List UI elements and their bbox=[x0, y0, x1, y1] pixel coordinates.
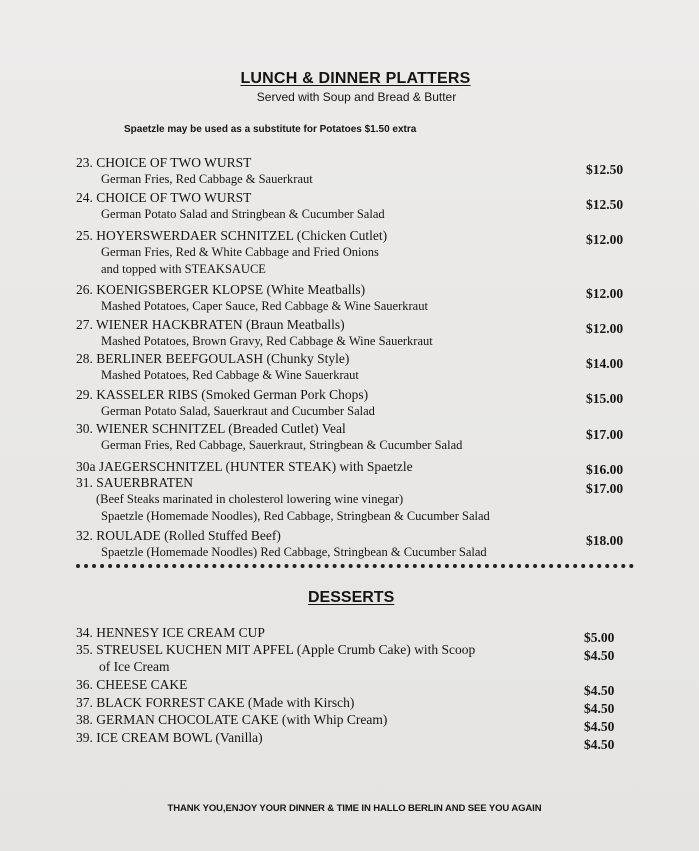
dessert-item: 34. HENNESY ICE CREAM CUP bbox=[76, 625, 265, 640]
item-description: German Fries, Red Cabbage, Sauerkraut, Stringbean & Cucumber Salad bbox=[101, 438, 463, 452]
item-description: Mashed Potatoes, Caper Sauce, Red Cabbage & Wine Sauerkraut bbox=[101, 299, 428, 313]
menu-item bbox=[76, 154, 636, 188]
item-name: 30. WIENER SCHNITZEL (Breaded Cutlet) Veal bbox=[76, 421, 346, 436]
dessert-price: $4.50 bbox=[584, 719, 615, 734]
item-price: $18.00 bbox=[586, 533, 624, 548]
item-name: 29. KASSELER RIBS (Smoked German Pork Chops) bbox=[76, 387, 369, 402]
dessert-price: $4.50 bbox=[584, 683, 615, 698]
menu-item bbox=[76, 350, 636, 384]
page-title: LUNCH & DINNER PLATTERS bbox=[240, 70, 471, 87]
item-price: $12.50 bbox=[586, 197, 624, 212]
menu-item bbox=[76, 281, 636, 315]
item-description: German Fries, Red & White Cabbage and Fried Onions bbox=[101, 245, 379, 259]
menu-header bbox=[0, 70, 699, 104]
item-name: 31. SAUERBRATEN bbox=[76, 475, 194, 490]
item-description: and topped with STEAKSAUCE bbox=[101, 262, 266, 276]
dessert-price: $5.00 bbox=[584, 630, 615, 645]
item-description: German Potato Salad, Sauerkraut and Cucumber Salad bbox=[101, 404, 375, 418]
menu-item bbox=[76, 227, 636, 278]
dessert-item: 38. GERMAN CHOCOLATE CAKE (with Whip Cream) bbox=[76, 712, 388, 727]
dessert-price: $4.50 bbox=[584, 737, 615, 752]
footer-message: THANK YOU,ENJOY YOUR DINNER & TIME IN HALLO BERLIN AND SEE YOU AGAIN bbox=[167, 803, 542, 814]
menu-item bbox=[76, 474, 636, 525]
item-price: $12.50 bbox=[586, 162, 624, 177]
dessert-price: $4.50 bbox=[584, 648, 615, 663]
item-price: $14.00 bbox=[586, 356, 624, 371]
dessert-item: 36. CHEESE CAKE bbox=[76, 677, 188, 692]
dessert-item: 35. STREUSEL KUCHEN MIT APFEL (Apple Crumb Cake) with Scoop bbox=[76, 642, 476, 657]
item-name: 23. CHOICE OF TWO WURST bbox=[76, 155, 252, 170]
item-name: 25. HOYERSWERDAER SCHNITZEL (Chicken Cutlet) bbox=[76, 228, 388, 243]
item-description: Spaetzle (Homemade Noodles) Red Cabbage, Stringbean & Cucumber Salad bbox=[101, 545, 487, 559]
desserts-heading: DESSERTS bbox=[308, 589, 395, 606]
page-subtitle: Served with Soup and Bread & Butter bbox=[256, 90, 457, 104]
substitution-note: Spaetzle may be used as a substitute for Potatoes $1.50 extra bbox=[124, 124, 417, 135]
item-name: 26. KOENIGSBERGER KLOPSE (White Meatballs) bbox=[76, 282, 366, 297]
item-description: (Beef Steaks marinated in cholesterol lowering wine vinegar) bbox=[96, 492, 404, 506]
item-price: $17.00 bbox=[586, 427, 624, 442]
menu-item bbox=[76, 527, 636, 561]
item-description: Mashed Potatoes, Brown Gravy, Red Cabbage & Wine Sauerkraut bbox=[101, 334, 433, 348]
item-name: 28. BERLINER BEEFGOULASH (Chunky Style) bbox=[76, 351, 350, 366]
item-name: 30a JAEGERSCHNITZEL (HUNTER STEAK) with Spaetzle bbox=[76, 459, 413, 474]
item-price: $12.00 bbox=[586, 232, 624, 247]
item-description: Mashed Potatoes, Red Cabbage & Wine Sauerkraut bbox=[101, 368, 359, 382]
dessert-item: 39. ICE CREAM BOWL (Vanilla) bbox=[76, 730, 263, 745]
item-name: 27. WIENER HACKBRATEN (Braun Meatballs) bbox=[76, 317, 345, 332]
item-description: Spaetzle (Homemade Noodles), Red Cabbage, Stringbean & Cucumber Salad bbox=[101, 509, 490, 523]
item-description: German Potato Salad and Stringbean & Cucumber Salad bbox=[101, 207, 385, 221]
item-description: German Fries, Red Cabbage & Sauerkraut bbox=[101, 172, 313, 186]
item-price: $15.00 bbox=[586, 391, 624, 406]
item-name: 24. CHOICE OF TWO WURST bbox=[76, 190, 252, 205]
menu-item bbox=[76, 316, 636, 350]
item-price: $17.00 bbox=[586, 481, 624, 496]
menu-item bbox=[76, 189, 636, 223]
dessert-item: 37. BLACK FORREST CAKE (Made with Kirsch) bbox=[76, 695, 355, 710]
item-name: 32. ROULADE (Rolled Stuffed Beef) bbox=[76, 528, 281, 543]
menu-item bbox=[76, 420, 636, 454]
item-price: $12.00 bbox=[586, 321, 624, 336]
item-price: $12.00 bbox=[586, 286, 624, 301]
dessert-price: $4.50 bbox=[584, 701, 615, 716]
dessert-item-continued: of Ice Cream bbox=[99, 659, 170, 674]
menu-item bbox=[76, 386, 636, 420]
item-price: $16.00 bbox=[586, 462, 624, 477]
section-divider bbox=[76, 564, 634, 568]
menu-item bbox=[76, 458, 636, 475]
